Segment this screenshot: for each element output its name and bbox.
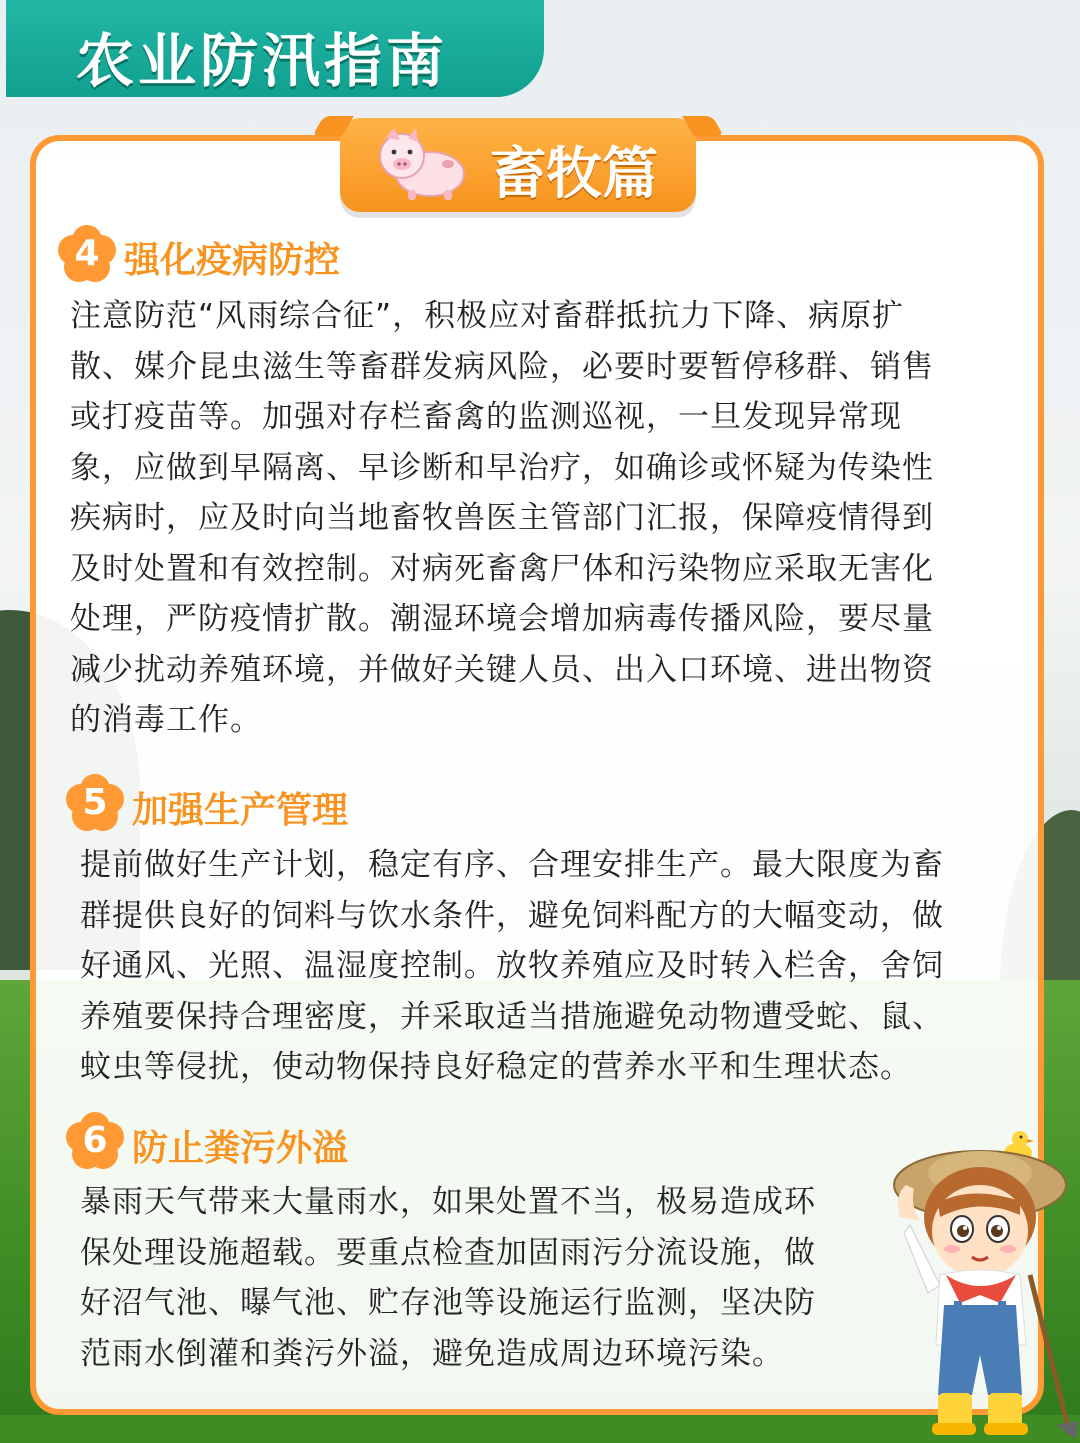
- text-line: 好通风、光照、温湿度控制。放牧养殖应及时转入栏舍，舍饲: [80, 948, 944, 984]
- heading-production-management: 加强生产管理: [132, 790, 349, 831]
- title-banner: [6, 0, 544, 97]
- page-title: 农业防汛指南: [76, 27, 449, 95]
- text-line: 注意防范“风雨综合征”，积极应对畜群抵抗力下降、病原扩: [70, 298, 905, 334]
- number-badge-6: [66, 1112, 124, 1170]
- text-line: 的消毒工作。: [70, 702, 262, 738]
- text-line: 保处理设施超载。要重点检查加固雨污分流设施，做: [80, 1234, 816, 1271]
- text-line: 疾病时，应及时向当地畜牧兽医主管部门汇报，保障疫情得到: [70, 500, 934, 536]
- section-title: 畜牧篇: [490, 142, 658, 207]
- badge-number: 5: [82, 782, 108, 823]
- text-line: 提前做好生产计划，稳定有序、合理安排生产。最大限度为畜: [80, 847, 944, 883]
- heading-manure-overflow: 防止粪污外溢: [132, 1128, 349, 1169]
- text-line: 或打疫苗等。加强对存栏畜禽的监测巡视，一旦发现异常现: [70, 399, 902, 435]
- text-line: 范雨水倒灌和粪污外溢，避免造成周边环境污染。: [80, 1335, 784, 1372]
- pig-icon: [372, 124, 472, 204]
- badge-number: 6: [82, 1120, 108, 1161]
- text-line: 象，应做到早隔离、早诊断和早治疗，如确诊或怀疑为传染性: [70, 449, 934, 486]
- text-line: 蚊虫等侵扰，使动物保持良好稳定的营养水平和生理状态。: [80, 1049, 912, 1085]
- text-line: 好沼气池、曝气池、贮存池等设施运行监测，坚决防: [80, 1285, 816, 1321]
- text-line: 处理，严防疫情扩散。潮湿环境会增加病毒传播风险，要尽量: [70, 601, 934, 637]
- text-line: 暴雨天气带来大量雨水，如果处置不当，极易造成环: [80, 1184, 816, 1220]
- paragraph-manure-overflow: [80, 1177, 816, 1379]
- number-badge-4: [58, 225, 116, 283]
- heading-disease-prevention: 强化疫病防控: [124, 240, 341, 281]
- number-badge-5: [66, 774, 124, 832]
- badge-number: 4: [74, 233, 100, 274]
- text-line: 养殖要保持合理密度，并采取适当措施避免动物遭受蛇、鼠、: [80, 998, 944, 1035]
- text-line: 散、媒介昆虫滋生等畜群发病风险，必要时要暂停移群、销售: [70, 348, 934, 385]
- paragraph-production-management: [80, 840, 944, 1093]
- paragraph-disease-prevention: [70, 291, 934, 746]
- text-line: 群提供良好的饲料与饮水条件，避免饲料配方的大幅变动，做: [80, 897, 944, 934]
- text-line: 减少扰动养殖环境，并做好关键人员、出入口环境、进出物资: [70, 651, 934, 688]
- farmer-kid-illustration: [880, 1125, 1080, 1443]
- text-line: 及时处置和有效控制。对病死畜禽尸体和污染物应采取无害化: [70, 550, 934, 587]
